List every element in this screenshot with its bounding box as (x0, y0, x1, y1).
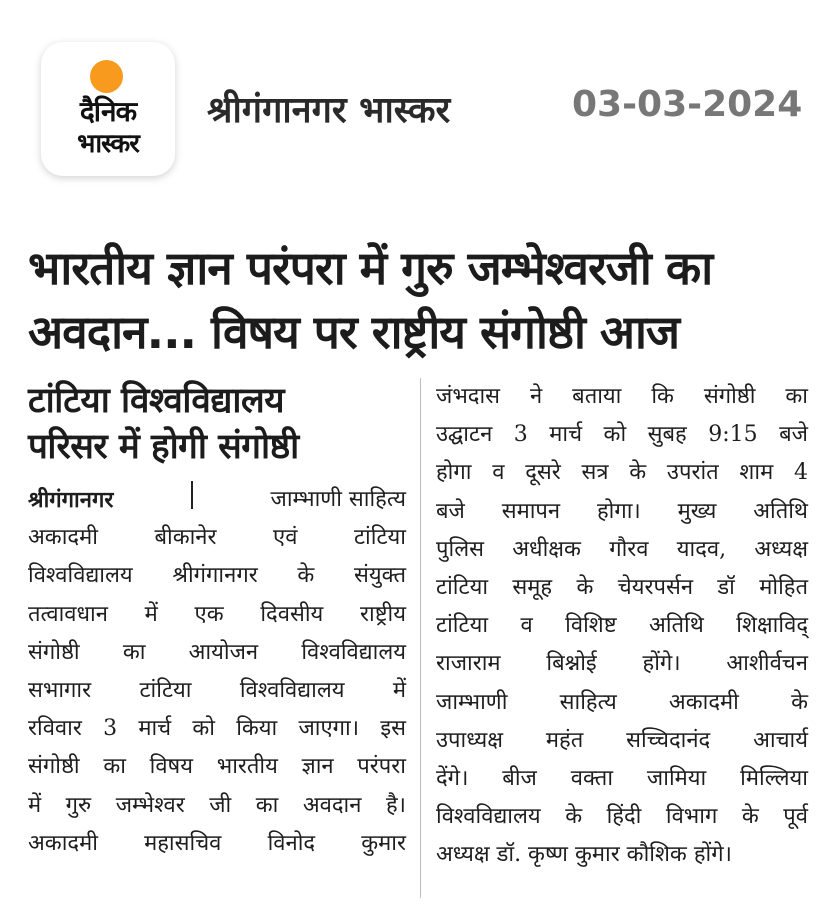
body-line (28, 634, 406, 672)
body-line-text: बजे समापन होगा। मुख्य अतिथि (436, 498, 808, 524)
body-line (436, 416, 808, 454)
dateline: श्रीगंगानगर (28, 487, 114, 513)
body-line-text: संगोष्ठी का विषय भारतीय ज्ञान परंपरा (28, 754, 406, 780)
page-header (0, 0, 831, 200)
headline-line: भारतीय ज्ञान परंपरा में गुरु जम्भेश्वरजी का (28, 241, 713, 295)
body-line-text: टांटिया समूह के चेयरपर्सन डॉ मोहित (436, 575, 808, 601)
body-line-text: में गुरु जम्भेश्वर जी का अवदान है। (28, 792, 406, 818)
body-line (436, 684, 808, 722)
body-line-text: विश्वविद्यालय के हिंदी विभाग के पूर्व (436, 804, 808, 830)
body-line (436, 645, 808, 683)
body-line-text: जाम्भाणी साहित्य अकादमी के (436, 689, 808, 715)
body-line-text: जंभदास ने बताया कि संगोष्ठी का (436, 384, 808, 409)
body-line-text: संगोष्ठी का आयोजन विश्वविद्यालय (28, 639, 406, 665)
article-subheadline (28, 378, 408, 470)
body-line (28, 672, 406, 710)
body-line-text: होगा व दूसरे सत्र के उपरांत शाम 4 (436, 460, 808, 486)
body-line (436, 836, 808, 874)
headline-line: अवदान... विषय पर राष्ट्रीय संगोष्ठी आज (28, 305, 680, 359)
subhead-line: परिसर में होगी संगोष्ठी (28, 427, 299, 467)
column-divider (420, 378, 421, 898)
body-line (28, 481, 406, 519)
dainik-bhaskar-logo (41, 42, 175, 176)
article-headline (28, 236, 818, 364)
body-line-text: पुलिस अधीक्षक गौरव यादव, अध्यक्ष (436, 536, 808, 562)
subhead-line: टांटिया विश्वविद्यालय (28, 381, 284, 421)
body-line-text: उद्घाटन 3 मार्च को सुबह 9:15 बजे (436, 422, 808, 448)
body-line (436, 493, 808, 531)
dateline-separator (191, 481, 193, 509)
body-line (436, 722, 808, 760)
logo-text-bhaskar: भास्कर (77, 129, 139, 159)
body-line (436, 569, 808, 607)
body-line-text: सभागार टांटिया विश्वविद्यालय में (28, 678, 406, 704)
body-line-text: अकादमी महासचिव विनोद कुमार (28, 830, 406, 856)
body-line-text: तत्वावधान में एक दिवसीय राष्ट्रीय (28, 601, 406, 627)
body-line-text: उपाध्यक्ष महंत सच्चिदानंद आचार्य (436, 727, 808, 753)
article-column-left (28, 481, 406, 863)
body-line (28, 519, 406, 557)
body-line-text: टांटिया व विशिष्ट अतिथि शिक्षाविद् (436, 613, 808, 639)
body-line (28, 596, 406, 634)
publication-date: 03-03-2024 (572, 84, 803, 125)
paper-edition-name: श्रीगंगानगर भास्कर (207, 90, 451, 131)
body-line (28, 557, 406, 595)
body-line (436, 760, 808, 798)
body-line (436, 798, 808, 836)
body-line-text: रविवार 3 मार्च को किया जाएगा। इस (28, 716, 406, 742)
body-line (436, 378, 808, 416)
body-line (28, 825, 406, 863)
body-line (28, 787, 406, 825)
body-line-text: अकादमी बीकानेर एवं टांटिया (28, 525, 406, 551)
body-line-text: विश्वविद्यालय श्रीगंगानगर के संयुक्त (28, 563, 406, 589)
logo-sun-icon (90, 60, 123, 93)
logo-text-dainik: दैनिक (79, 95, 137, 128)
body-line (28, 748, 406, 786)
body-line-text: राजाराम बिश्नोई होंगे। आशीर्वचन (436, 651, 808, 677)
body-line (28, 710, 406, 748)
body-line (436, 454, 808, 492)
body-line-text: देंगे। बीज वक्ता जामिया मिल्लिया (436, 766, 808, 792)
body-line-text: जाम्भाणी साहित्य (270, 487, 406, 512)
body-line-text: अध्यक्ष डॉ. कृष्ण कुमार कौशिक होंगे। (436, 842, 732, 868)
body-line (436, 531, 808, 569)
body-line (436, 607, 808, 645)
article-column-right (436, 378, 808, 875)
